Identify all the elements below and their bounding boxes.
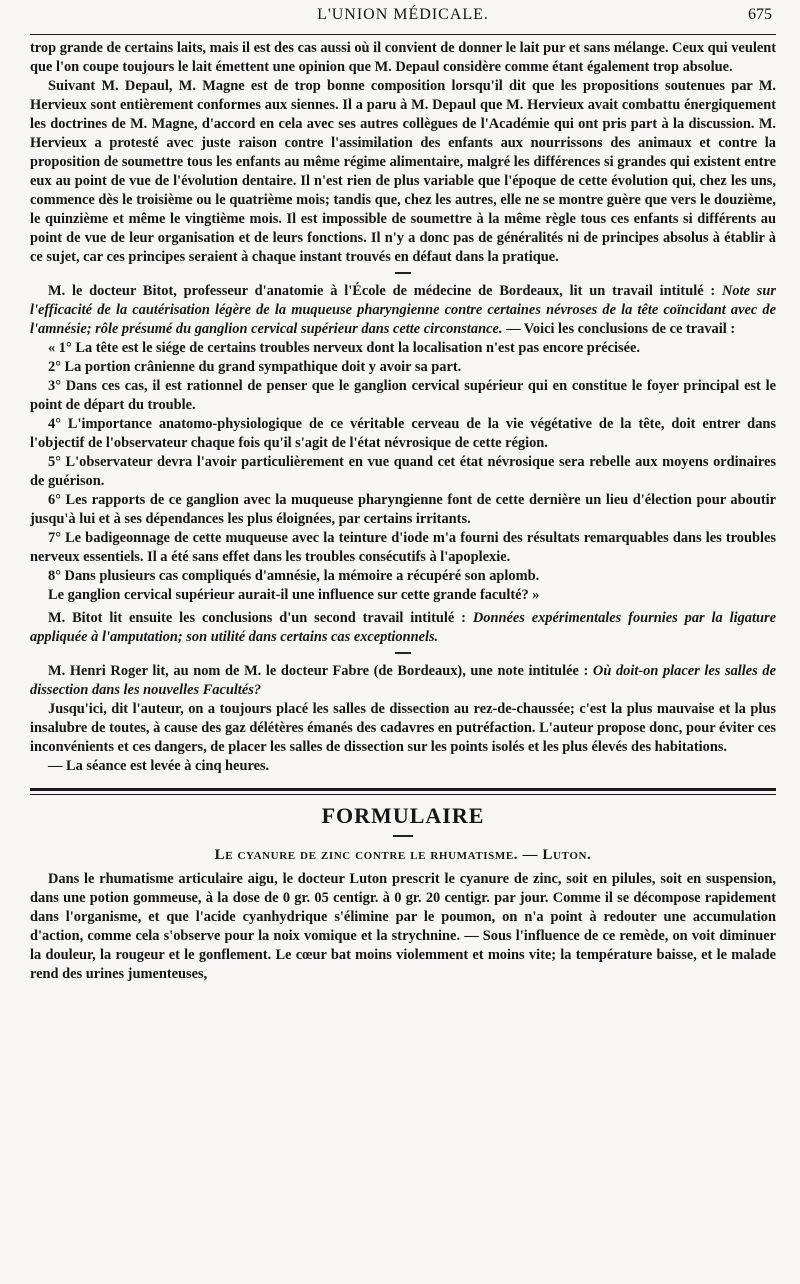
paragraph-roger-fabre — [30, 662, 776, 700]
separator — [395, 652, 411, 654]
bitot-second-title: Données expérimentales fournies par la ligature appliquée à l'amputation; son utilité dans certains cas exceptionnels. — [30, 610, 776, 645]
page-number: 675 — [748, 6, 772, 23]
paragraph-bitot-second — [30, 609, 776, 647]
bitot-work-title: Note sur l'efficacité de la cautérisation légère de la muqueuse pharyngienne contre certaines névroses de la tête coïncidant avec de l'amnésie; rôle présumé du ganglion cervical supérieur dans cette circonstance. — [30, 283, 776, 337]
paragraph-cyanure: Dans le rhumatisme articulaire aigu, le docteur Luton prescrit le cyanure de zinc, soit en pilules, soit en suspension, dans une potion gommeuse, à la dose de 0 gr. 05 centigr. à 0 gr. 20 centigr. par jour. Comme il se décompose rapidement dans l'organisme, et que l'acide cyanhydrique s'élimine par le poumon, on n'a point à redouter une accumulation d'action, comme cela s'observe pour la noix vomique et la strychnine. — Sous l'influence de ce remède, on voit diminuer la douleur, la rougeur et le gonflement. Le cœur bat moins violemment et moins vite; la température baisse, et le malade rend des urines jumenteuses, — [30, 871, 776, 982]
paragraph-bitot-intro — [30, 282, 776, 339]
fabre-note-title: Où doit-on placer les salles de dissection dans les nouvelles Facultés? — [30, 663, 777, 698]
formulaire-body — [30, 870, 776, 984]
conclusion-item: 7° Le badigeonnage de cette muqueuse avec la teinture d'iode m'a fourni des résultats remarquables dans les troubles nerveux essentiels. Il a été sans effet dans les troubles consécutifs à l'apoplexie. — [30, 530, 776, 565]
running-head — [30, 0, 776, 35]
article-body — [30, 39, 776, 776]
separator — [393, 835, 413, 837]
roger-intro-text: M. Henri Roger lit, au nom de M. le docteur Fabre (de Bordeaux), une note intitulée : — [48, 663, 593, 679]
bitot-second-text: M. Bitot lit ensuite les conclusions d'un second travail intitulé : — [48, 610, 473, 626]
conclusion-item: 3° Dans ces cas, il est rationnel de penser que le ganglion cervical supérieur qui en constitue le foyer principal est le point de départ du trouble. — [30, 378, 776, 413]
paragraph-depaul-milk: trop grande de certains laits, mais il est des cas aussi où il convient de donner le lait pur et sans mélange. Ceux qui veulent que l'on coupe toujours le lait émettent une opinion que M. Depaul considère comme étant également trop absolue. — [30, 40, 776, 75]
conclusion-item: 5° L'observateur devra l'avoir particulièrement en vue quand cet état névrosique sera rebelle aux moyens ordinaires de guérison. — [30, 454, 776, 489]
conclusion-item: « 1° La tête est le siége de certains troubles nerveux dont la localisation n'est pas encore précisée. — [48, 340, 640, 356]
paragraph-dissection: Jusqu'ici, dit l'auteur, on a toujours placé les salles de dissection au rez-de-chaussée; c'est la plus mauvaise et la plus insalubre de toutes, à cause des gaz délétères émanés des cadavres en putréfaction. L'auteur propose donc, pour éviter ces inconvénients et ces dangers, de placer les salles de dissection sur les points isolés et les plus élevés des habitations. — [30, 701, 776, 755]
conclusion-item: Le ganglion cervical supérieur aurait-il une influence sur cette grande faculté? » — [48, 587, 540, 603]
conclusion-item: 6° Les rapports de ce ganglion avec la muqueuse pharyngienne font de cette dernière un lieu d'élection pour aboutir jusqu'à lui et à ses dépendances les plus éloignées, par certains irritants. — [30, 492, 776, 527]
paragraph-session-closed: — La séance est levée à cinq heures. — [48, 758, 270, 774]
separator — [395, 272, 411, 274]
bitot-intro-text: M. le docteur Bitot, professeur d'anatomie à l'École de médecine de Bordeaux, lit un travail intitulé : — [48, 283, 723, 299]
paragraph-depaul-magne: Suivant M. Depaul, M. Magne est de trop bonne composition lorsqu'il dit que les propositions soutenues par M. Hervieux sont entièrement conformes aux siennes. Il a paru à M. Depaul que M. Hervieux avait combattu énergiquement les doctrines de M. Magne, d'accord en cela avec ses autres collègues de l'Académie qui ont pris part à la discussion. M. Hervieux a protesté avec juste raison contre l'assimilation des enfants aux nourrissons des animaux et contre la proposition de soumettre tous les enfants au même régime alimentaire, malgré les différences si grandes qui existent entre eux au point de vue de l'évolution dentaire. Il n'est rien de plus variable que l'époque de cette évolution qui, chez les uns, commence dès le troisième ou le quatrième mois; tandis que, chez les autres, elle ne se montre guère que vers le douzième, le quinzième et même le vingtième mois. Il est impossible de soumettre à la même règle tous ces enfants si différents au point de vue de leur organisation et de leurs fonctions. Il n'y a donc pas de généralités ni de principes absolus à établir à ce sujet, car ces principes seraient à chaque instant trouvés en défaut dans la pratique. — [30, 78, 776, 265]
formulaire-heading: FORMULAIRE — [321, 803, 485, 828]
journal-title: L'UNION MÉDICALE. — [317, 6, 489, 23]
conclusion-item: 4° L'importance anatomo-physiologique de ce véritable cerveau de la vie végétative de la tête, doit entrer dans l'objectif de l'observateur chaque fois qu'il s'agit de l'état névrosique de cette région. — [30, 416, 776, 451]
section-rule — [30, 788, 776, 795]
bitot-intro-end: — Voici les conclusions de ce travail : — [502, 321, 736, 337]
conclusion-item: 8° Dans plusieurs cas compliqués d'amnésie, la mémoire a récupéré son aplomb. — [48, 568, 540, 584]
conclusion-item: 2° La portion crânienne du grand sympathique doit y avoir sa part. — [48, 359, 462, 375]
formulaire-subtitle: Le cyanure de zinc contre le rhumatisme. — Luton. — [214, 847, 592, 863]
